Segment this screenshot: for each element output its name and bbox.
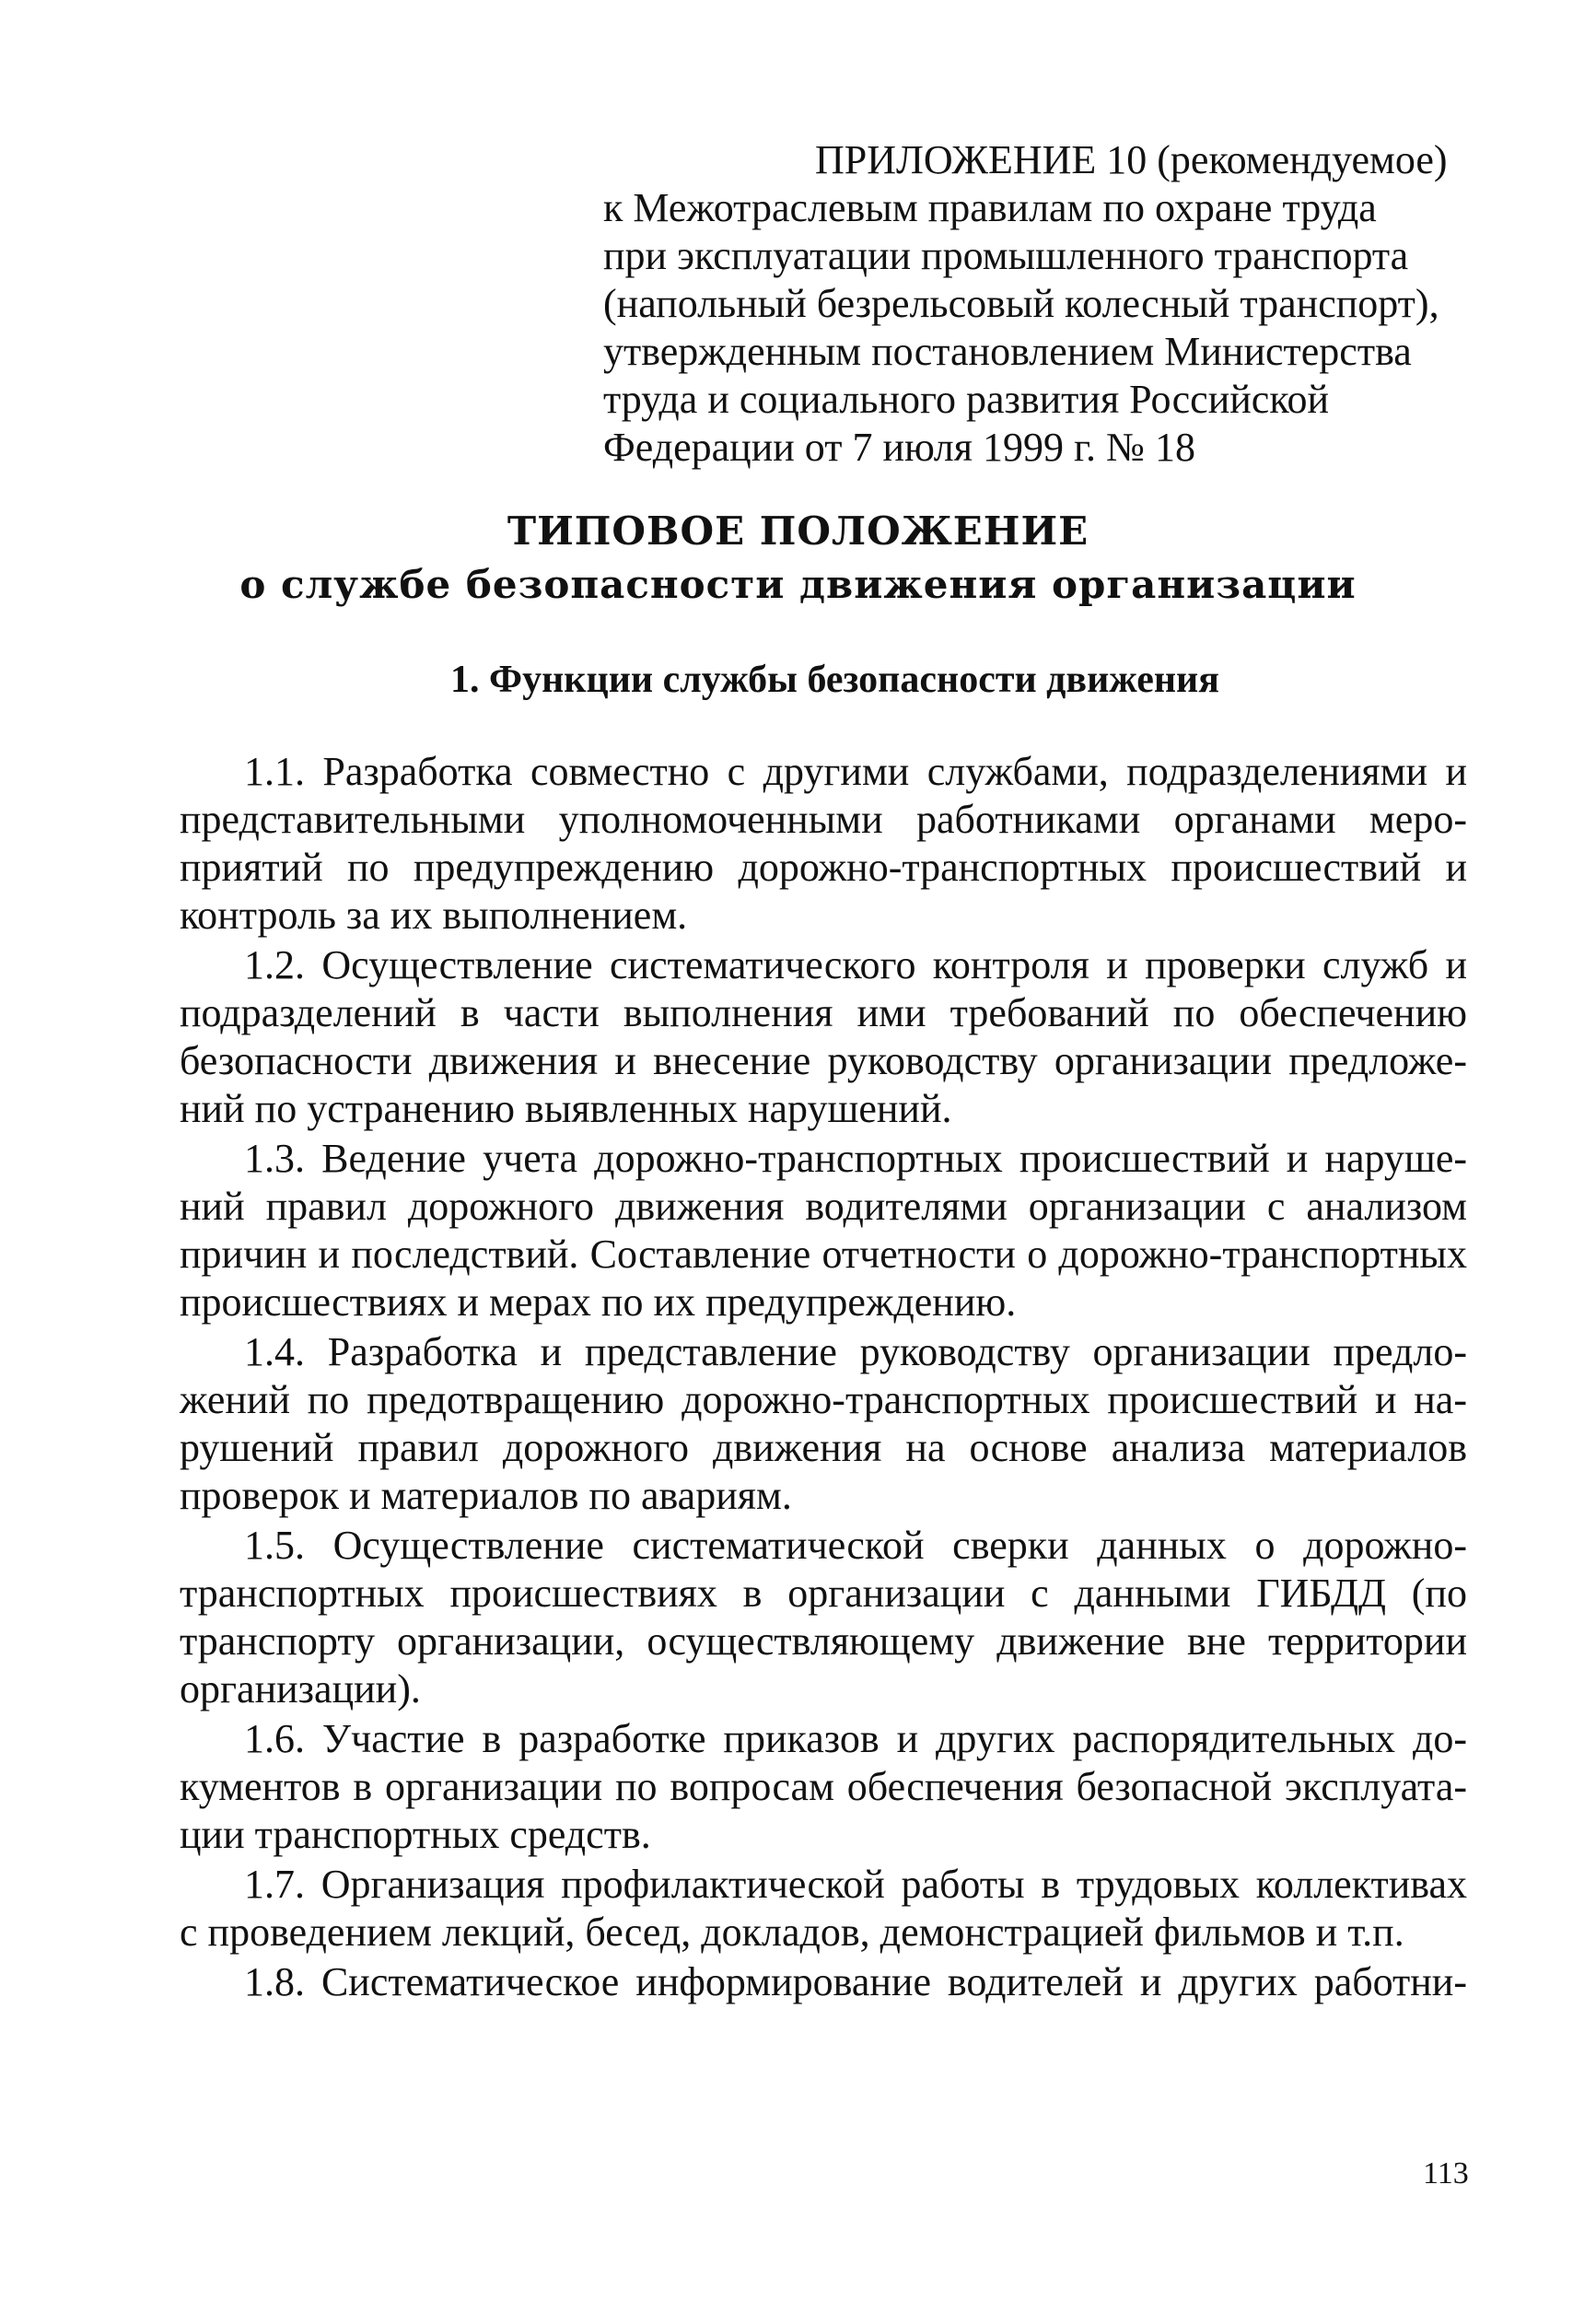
- appendix-line: труда и социального развития Российской: [603, 377, 1330, 422]
- paragraph-line: ний по устранению выявленных нарушений.: [180, 1086, 952, 1131]
- paragraph-line: 1.5. Осуществление систематической сверки данных о дорожно-: [244, 1523, 1467, 1568]
- paragraph-line: 1.8. Систематическое информирование водителей и других работни-: [244, 1959, 1467, 2004]
- paragraph-line: 1.1. Разработка совместно с другими службами, подразделениями и: [244, 749, 1467, 794]
- title-line-2: о службе безопасности движения организации: [239, 562, 1357, 607]
- paragraph-1-5: [180, 1522, 1467, 1713]
- paragraph-line: 1.4. Разработка и представление руководству организации предло-: [244, 1329, 1467, 1374]
- paragraph-line: контроль за их выполнением.: [180, 893, 688, 938]
- paragraph-line: ции транспортных средств.: [180, 1812, 651, 1857]
- paragraph-line: организации).: [180, 1666, 421, 1711]
- paragraph-line: жений по предотвращению дорожно-транспортных происшествий и на-: [180, 1377, 1467, 1422]
- appendix-line: Федерации от 7 июля 1999 г. № 18: [603, 425, 1196, 470]
- document-title: [0, 505, 1596, 612]
- paragraph-1-3: [180, 1135, 1467, 1326]
- section-body: [180, 748, 1467, 2008]
- appendix-line: утвержденным постановлением Министерства: [603, 329, 1412, 374]
- paragraph-line: проверок и материалов по авариям.: [180, 1473, 792, 1518]
- paragraph-line: ний правил дорожного движения водителями организации с анализом: [180, 1184, 1467, 1229]
- paragraph-line: 1.6. Участие в разработке приказов и других распорядительных до-: [244, 1716, 1467, 1761]
- paragraph-1-1: [180, 748, 1467, 940]
- appendix-line: (напольный безрельсовый колесный транспорт),: [603, 281, 1439, 326]
- paragraph-line: кументов в организации по вопросам обеспечения безопасной эксплуата-: [180, 1764, 1467, 1809]
- paragraph-line: рушений правил дорожного движения на основе анализа материалов: [180, 1425, 1467, 1470]
- appendix-header: [603, 136, 1487, 472]
- paragraph-1-8: [180, 1958, 1467, 2006]
- paragraph-line: 1.7. Организация профилактической работы в трудовых коллективах: [244, 1862, 1467, 1907]
- paragraph-line: происшествиях и мерах по их предупреждению.: [180, 1279, 1017, 1325]
- paragraph-line: транспорту организации, осуществляющему движение вне территории: [180, 1618, 1467, 1664]
- paragraph-1-6: [180, 1715, 1467, 1859]
- paragraph-line: с проведением лекций, бесед, докладов, демонстрацией фильмов и т.п.: [180, 1910, 1404, 1955]
- paragraph-1-7: [180, 1861, 1467, 1957]
- page-number: 113: [1423, 2156, 1469, 2190]
- paragraph-line: 1.2. Осуществление систематического контроля и проверки служб и: [244, 942, 1467, 987]
- title-line-1: ТИПОВОЕ ПОЛОЖЕНИЕ: [507, 508, 1089, 554]
- paragraph-line: представительными уполномоченными работниками органами меро-: [180, 797, 1467, 842]
- appendix-line: при эксплуатации промышленного транспорта: [603, 233, 1409, 278]
- paragraph-line: подразделений в части выполнения ими требований по обеспечению: [180, 990, 1467, 1035]
- paragraph-line: безопасности движения и внесение руководству организации предложе-: [180, 1038, 1467, 1083]
- paragraph-line: причин и последствий. Составление отчетности о дорожно-транспортных: [180, 1232, 1467, 1277]
- paragraph-line: приятий по предупреждению дорожно-транспортных происшествий и: [180, 845, 1467, 890]
- paragraph-line: 1.3. Ведение учета дорожно-транспортных происшествий и наруше-: [244, 1136, 1467, 1181]
- paragraph-1-4: [180, 1328, 1467, 1520]
- appendix-line: к Межотраслевым правилам по охране труда: [603, 185, 1377, 230]
- paragraph-1-2: [180, 941, 1467, 1133]
- section-heading: 1. Функции службы безопасности движения: [450, 659, 1219, 701]
- appendix-line: ПРИЛОЖЕНИЕ 10 (рекомендуемое): [815, 137, 1448, 182]
- paragraph-line: транспортных происшествиях в организации с данными ГИБДД (по: [180, 1571, 1467, 1616]
